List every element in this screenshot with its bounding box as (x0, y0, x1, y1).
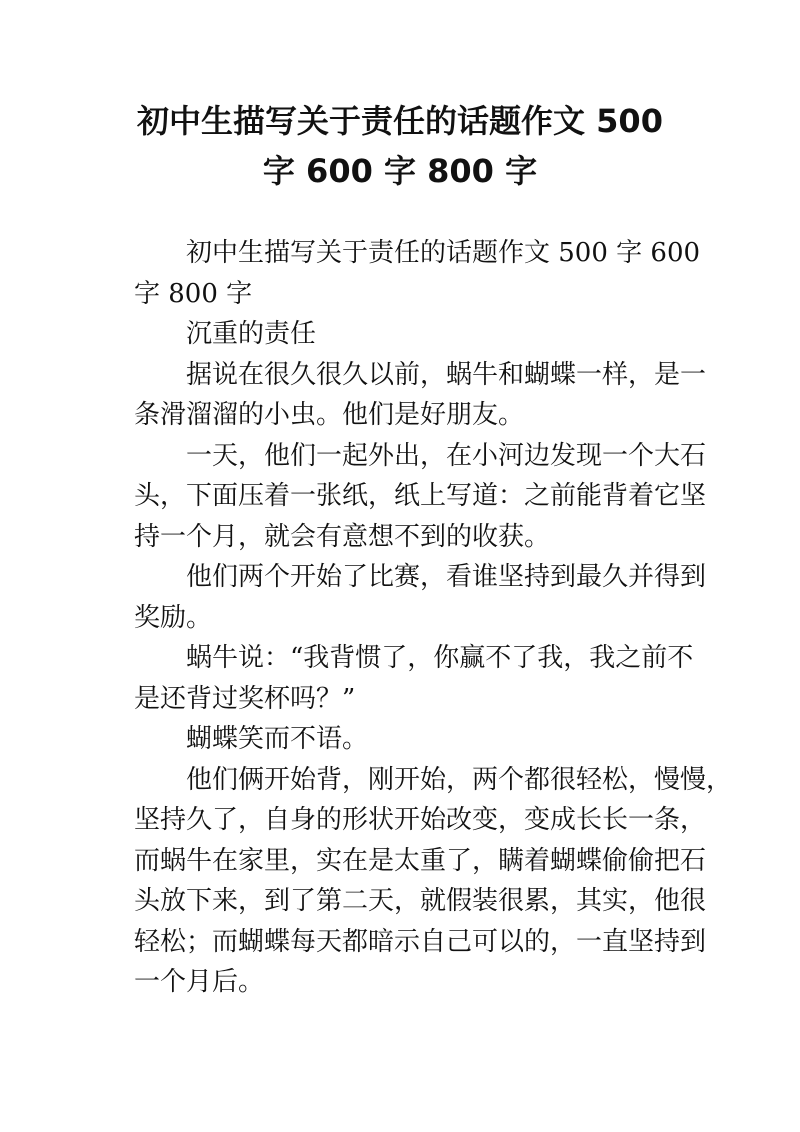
paragraph (134, 355, 707, 436)
title-line-1: 初中生描写关于责任的话题作文 500 (137, 102, 663, 140)
paragraph-subtitle (134, 314, 674, 355)
paragraph-line: 初中生描写关于责任的话题作文 500 字 600 (186, 238, 701, 268)
paragraph (134, 638, 694, 719)
paragraph-line: 沉重的责任 (186, 319, 317, 349)
paragraph (134, 557, 707, 638)
paragraph-line: 而蜗牛在家里，实在是太重了，瞒着蝴蝶偷偷把石 (134, 845, 707, 876)
paragraph-line: 他们俩开始背，刚开始，两个都很轻松，慢慢， (186, 764, 733, 795)
paragraph-line: 据说在很久很久以前，蜗牛和蝴蝶一样，是一 (186, 359, 707, 390)
paragraph-line: 蝴蝶笑而不语。 (186, 724, 369, 754)
paragraph-line: 持一个月，就会有意想不到的收获。 (134, 521, 551, 552)
document-title (100, 96, 700, 196)
paragraph-line: 奖励。 (134, 602, 213, 633)
paragraph-line: 头，下面压着一张纸，纸上写道：之前能背着它坚 (134, 481, 707, 511)
paragraph (134, 760, 733, 1003)
paragraph-heading-repeat (134, 233, 701, 314)
paragraph-line: 蜗牛说：“我背惯了，你赢不了我，我之前不 (186, 643, 694, 673)
paragraph-line: 一个月后。 (134, 967, 265, 997)
document-body (134, 233, 733, 1003)
paragraph-line: 字 800 字 (134, 278, 253, 309)
paragraph (134, 436, 707, 558)
paragraph-line: 轻松；而蝴蝶每天都暗示自己可以的，一直坚持到 (134, 926, 707, 957)
paragraph-line: 头放下来，到了第二天，就假装很累，其实，他很 (134, 886, 707, 916)
paragraph-line: 是还背过奖杯吗？” (134, 683, 356, 714)
title-line-2: 字 600 字 800 字 (262, 152, 538, 190)
paragraph-line: 一天，他们一起外出，在小河边发现一个大石 (186, 440, 707, 471)
paragraph-line: 坚持久了，自身的形状开始改变，变成长长一条， (134, 805, 707, 835)
paragraph-line: 他们两个开始了比赛，看谁坚持到最久并得到 (186, 562, 707, 592)
paragraph (134, 719, 674, 760)
paragraph-line: 条滑溜溜的小虫。他们是好朋友。 (134, 400, 525, 430)
